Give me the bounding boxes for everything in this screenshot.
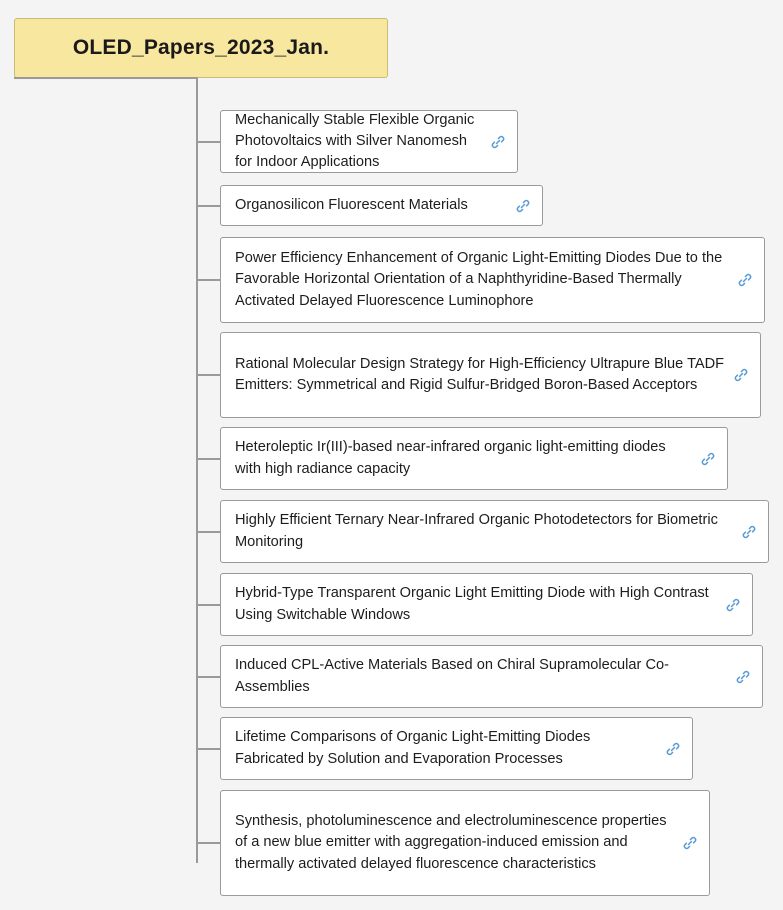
topic-label: Highly Efficient Ternary Near-Infrared Organic Photodetectors for Biometric Monitoring (235, 512, 718, 550)
trunk-connector (196, 78, 198, 863)
topic-label: Organosilicon Fluorescent Materials (235, 196, 468, 213)
link-icon[interactable] (681, 834, 699, 852)
topic-node[interactable] (220, 790, 710, 896)
root-node-label: OLED_Papers_2023_Jan. (72, 36, 330, 59)
branch-connector (196, 748, 220, 750)
branch-connector (196, 604, 220, 606)
topic-node[interactable] (220, 645, 763, 708)
branch-connector (196, 531, 220, 533)
link-icon[interactable] (736, 271, 754, 289)
branch-connector (196, 141, 220, 143)
branch-connector (196, 458, 220, 460)
link-icon[interactable] (514, 197, 532, 215)
branch-connector (196, 842, 220, 844)
link-icon[interactable] (724, 596, 742, 614)
link-icon[interactable] (734, 668, 752, 686)
branch-connector (196, 676, 220, 678)
branch-connector (196, 374, 220, 376)
root-connector-stub (14, 77, 198, 79)
link-icon[interactable] (489, 133, 507, 151)
link-icon[interactable] (699, 450, 717, 468)
topic-label: Rational Molecular Design Strategy for High-Efficiency Ultrapure Blue TADF Emitters: Symmetrical and Rigid Sulfur-Bridged Boron-Based Acceptors (235, 355, 725, 393)
link-icon[interactable] (732, 366, 750, 384)
topic-label: Mechanically Stable Flexible Organic Photovoltaics with Silver Nanomesh for Indoor Applications (235, 111, 475, 171)
topic-node[interactable] (220, 427, 728, 490)
topic-node[interactable] (220, 500, 769, 563)
branch-connector (196, 279, 220, 281)
topic-label: Synthesis, photoluminescence and electroluminescence properties of a new blue emitter with aggregation-induced emission and thermally activated delayed fluorescence characteristics (235, 813, 667, 872)
topic-node[interactable] (220, 573, 753, 636)
topic-label: Heteroleptic Ir(III)-based near-infrared organic light-emitting diodes with high radiance capacity (235, 439, 666, 477)
topic-node[interactable] (220, 110, 518, 173)
topic-node[interactable] (220, 717, 693, 780)
link-icon[interactable] (664, 740, 682, 758)
topic-label: Power Efficiency Enhancement of Organic Light-Emitting Diodes Due to the Favorable Horizontal Orientation of a Naphthyridine-Based Thermally Activated Delayed Fluorescence Luminophore (235, 250, 723, 309)
link-icon[interactable] (740, 523, 758, 541)
topic-node[interactable] (220, 185, 543, 226)
topic-node[interactable] (220, 237, 765, 323)
topic-label: Lifetime Comparisons of Organic Light-Emitting Diodes Fabricated by Solution and Evaporation Processes (235, 729, 591, 767)
topic-node[interactable] (220, 332, 761, 418)
topic-label: Induced CPL-Active Materials Based on Chiral Supramolecular Co-Assemblies (235, 657, 669, 695)
branch-connector (196, 205, 220, 207)
topic-label: Hybrid-Type Transparent Organic Light Emitting Diode with High Contrast Using Switchable Windows (235, 585, 709, 623)
root-node[interactable] (14, 18, 388, 78)
